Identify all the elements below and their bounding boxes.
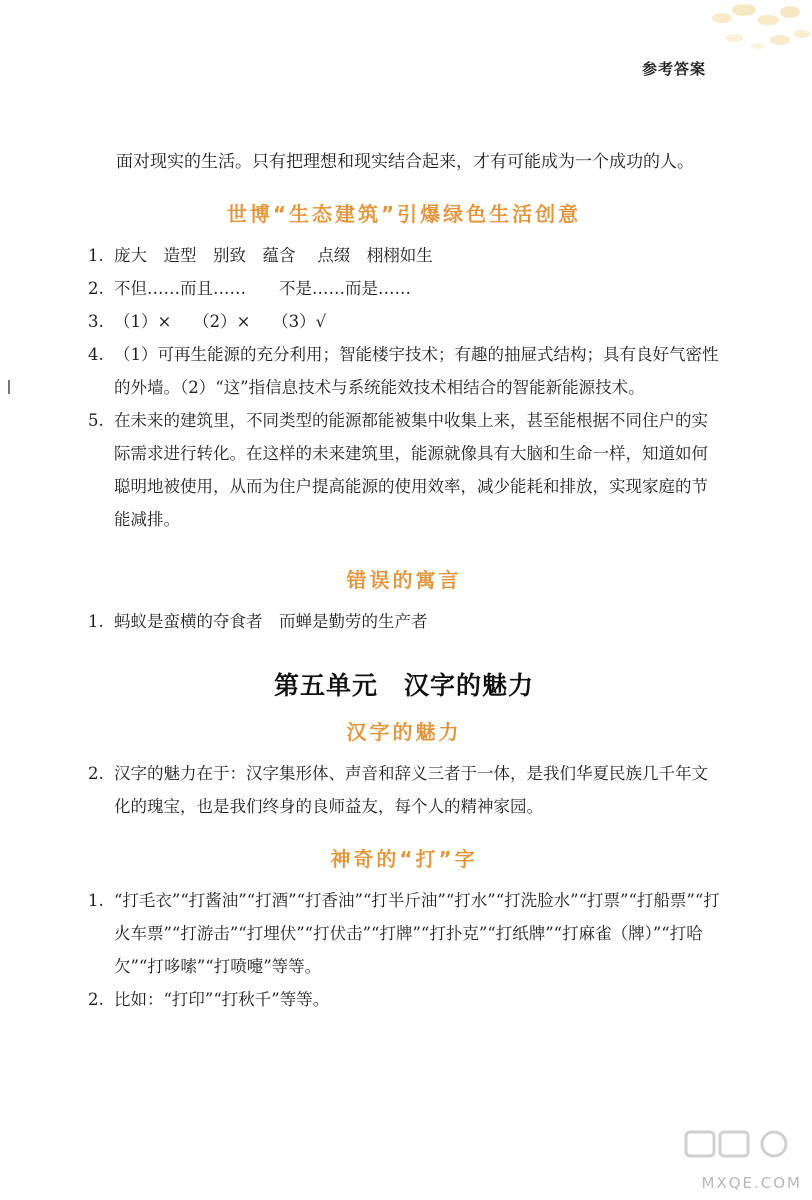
header-label: 参考答案	[641, 60, 706, 78]
list-item	[88, 884, 720, 983]
section-list-cuowu	[88, 605, 720, 638]
watermark-text: MXQE.COM	[701, 1174, 802, 1192]
item-text: 汉字的魅力在于：汉字集形体、声音和辞义三者于一体，是我们华夏民族几千年文化的瑰宝，也是我们终身的良师益友，每个人的精神家园。	[114, 764, 708, 816]
section-list-hanzi	[88, 757, 720, 823]
list-item	[88, 404, 720, 536]
section-title-cuowu: 错误的寓言	[346, 568, 462, 592]
item-number: 1.	[88, 612, 104, 631]
section-list-shibo	[88, 239, 720, 536]
section-title-hanzi: 汉字的魅力	[346, 720, 462, 744]
item-text: 比如：“打印”“打秋千”等等。	[114, 990, 330, 1009]
item-number: 1.	[88, 891, 104, 910]
item-number: 1.	[88, 246, 104, 265]
item-number: 5.	[88, 411, 104, 430]
item-text: 不但……而且…… 不是……而是……	[114, 279, 411, 298]
section-title-da: 神奇的“打”字	[330, 847, 478, 871]
decorative-leaves-icon	[702, 0, 812, 70]
intro-line: 面对现实的生活。只有把理想和现实结合起来，才有可能成为一个成功的人。	[116, 152, 694, 172]
item-text: 蚂蚁是蛮横的夺食者 而蝉是勤劳的生产者	[114, 612, 428, 631]
unit-title: 第五单元 汉字的魅力	[273, 671, 534, 700]
item-number: 3.	[88, 312, 104, 331]
list-item	[88, 239, 720, 272]
margin-mark	[8, 380, 10, 394]
section-title-shibo: 世博“生态建筑”引爆绿色生活创意	[226, 202, 582, 226]
item-text: 庞大 造型 别致 蕴含 点缀 栩栩如生	[114, 246, 433, 265]
item-number: 2.	[88, 279, 104, 298]
list-item	[88, 605, 720, 638]
list-item	[88, 757, 720, 823]
section-list-da	[88, 884, 720, 1016]
item-text: （1）× （2）× （3）√	[114, 312, 327, 331]
list-item	[88, 983, 720, 1016]
item-text: 在未来的建筑里，不同类型的能源都能被集中收集上来，甚至能根据不同住户的实际需求进行转化。在这样的未来建筑里，能源就像具有大脑和生命一样，知道如何聪明地被使用，从而为住户提高能源的使用效率，减少能耗和排放，实现家庭的节能减排。	[114, 411, 708, 529]
list-item	[88, 272, 720, 305]
item-text: （1）可再生能源的充分利用；智能楼宇技术；有趣的抽屉式结构；具有良好气密性的外墙。（2）“这”指信息技术与系统能效技术相结合的智能新能源技术。	[114, 345, 719, 397]
item-number: 4.	[88, 345, 104, 364]
list-item	[88, 305, 720, 338]
item-number: 2.	[88, 764, 104, 783]
list-item	[88, 338, 720, 404]
item-number: 2.	[88, 990, 104, 1009]
page-content	[88, 146, 720, 1016]
item-text: “打毛衣”“打酱油”“打酒”“打香油”“打半斤油”“打水”“打洗脸水”“打票”“打船票”“打火车票”“打游击”“打埋伏”“打伏击”“打牌”“打扑克”“打纸牌”“打麻雀（牌）”“打哈欠”“打哆嗦”“打喷嚏”等等。	[114, 891, 720, 976]
